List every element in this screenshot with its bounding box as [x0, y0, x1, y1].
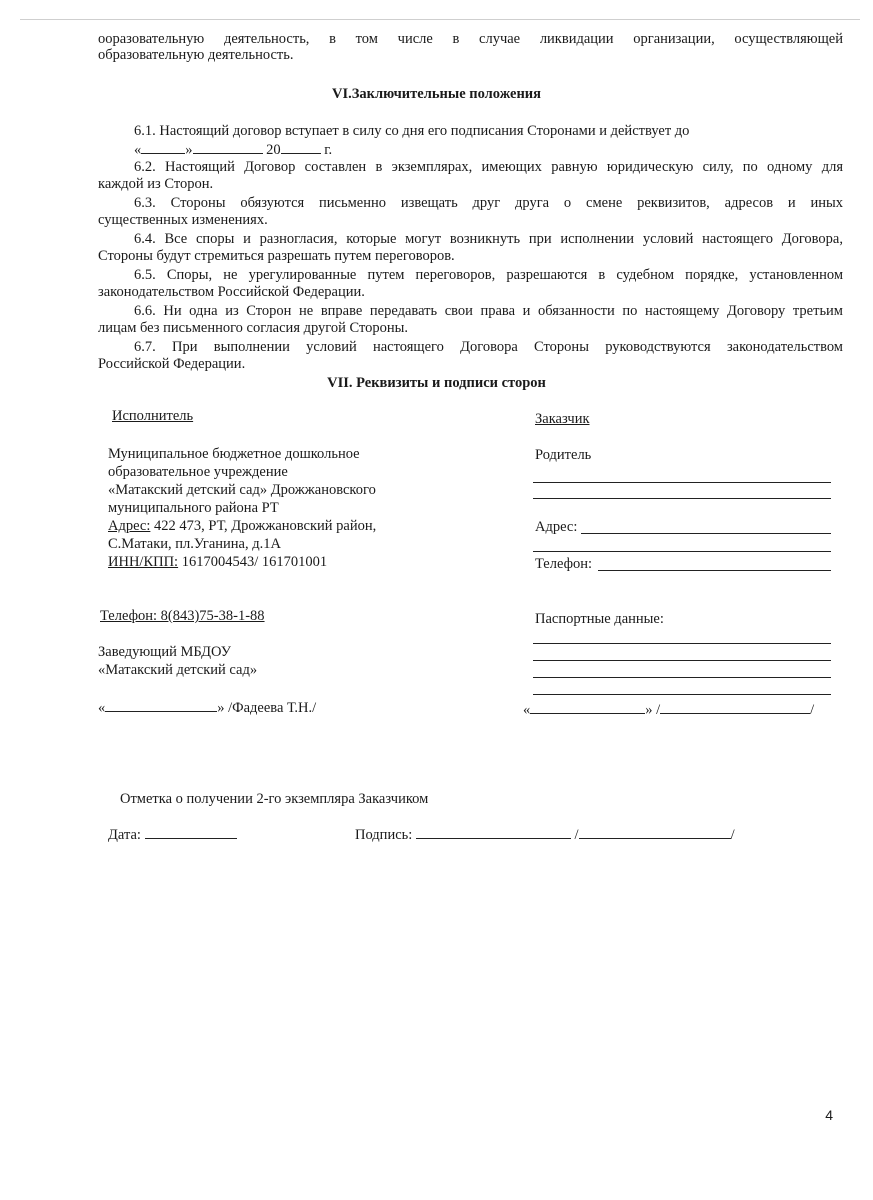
clause-6-7-line-1: 6.7. При выполнении условий настоящего Договора Стороны руководствуются законодательством: [134, 339, 843, 355]
customer-sign-date-blank: [530, 700, 645, 714]
clause-6-6-line-2: лицам без письменного согласия другой Стороны.: [98, 320, 409, 336]
clause-6-2-line-1: 6.2. Настоящий Договор составлен в экземплярах, имеющих равную юридическую силу, по одному для: [134, 159, 843, 175]
customer-address-label: Адрес:: [535, 519, 578, 535]
customer-phone-line: [598, 570, 831, 571]
customer-parent-label: Родитель: [535, 447, 592, 463]
receipt-date: [108, 825, 237, 844]
clause-6-1-text: 6.1. Настоящий договор вступает в силу со дня его подписания Сторонами и действует до: [134, 123, 690, 139]
intro-line-1: ооразовательную деятельность, в том числе в случае ликвидации организации, осуществляющей: [98, 31, 843, 47]
month-blank: [193, 140, 263, 154]
receipt-date-blank: [145, 825, 237, 839]
clause-6-7-line-2: Российской Федерации.: [98, 356, 246, 372]
date-open-quote: «: [134, 142, 142, 158]
customer-address-line-1: [581, 533, 831, 534]
customer-passport-line-1: [533, 643, 831, 644]
clause-6-4-line-2: Стороны будут стремиться разрешать путем переговоров.: [98, 248, 455, 264]
executor-head-line-1: Заведующий МБДОУ: [98, 644, 231, 660]
executor-address-value: 422 473, РТ, Дрожжановский район,: [150, 518, 377, 534]
executor-sign-name: » /Фадеева Т.Н./: [217, 700, 317, 716]
customer-sign-open: «: [523, 702, 531, 718]
section-6-title: VI.Заключительные положения: [331, 86, 542, 102]
executor-inn-value: 1617004543/ 161701001: [178, 554, 328, 570]
customer-sign-mid: » /: [645, 702, 661, 718]
customer-passport-line-4: [533, 694, 831, 695]
customer-passport-line-3: [533, 677, 831, 678]
receipt-slash-2: /: [730, 827, 735, 843]
clause-6-1-date: [134, 140, 332, 159]
clause-6-6-line-1: 6.6. Ни одна из Сторон не вправе передавать свои права и обязанности по настоящему Договору третьим: [134, 303, 843, 319]
executor-inn-label: ИНН/КПП:: [108, 554, 179, 570]
customer-sign-close: /: [810, 702, 815, 718]
customer-signature: [523, 700, 814, 719]
customer-address-line-2: [533, 551, 831, 552]
receipt-signature-blank: [416, 825, 571, 839]
receipt-signature: [355, 825, 735, 844]
receipt-note: Отметка о получении 2-го экземпляра Заказчиком: [120, 791, 429, 807]
clause-6-2-line-2: каждой из Сторон.: [98, 176, 214, 192]
year-blank: [281, 140, 321, 154]
customer-passport-line-2: [533, 660, 831, 661]
page-number: 4: [825, 1107, 833, 1123]
executor-address-line-2: С.Матаки, пл.Уганина, д.1А: [108, 536, 281, 552]
executor-address-label: Адрес:: [108, 518, 151, 534]
customer-parent-line-2: [533, 498, 831, 499]
section-7-title: VII. Реквизиты и подписи сторон: [327, 375, 546, 391]
executor-sign-blank: [105, 698, 217, 712]
executor-inn: [108, 553, 327, 571]
date-close-quote: »: [185, 142, 193, 158]
executor-sign-open: «: [98, 700, 106, 716]
clause-6-3-line-2: существенных изменениях.: [98, 212, 268, 228]
executor-org-line-4: муниципального района РТ: [108, 500, 279, 516]
customer-phone-label: Телефон:: [535, 556, 593, 572]
customer-heading: Заказчик: [535, 411, 590, 427]
executor-phone: Телефон: 8(843)75-38-1-88: [100, 608, 265, 624]
year-suffix: г.: [324, 142, 333, 158]
executor-org-line-3: «Матакский детский сад» Дрожжановского: [108, 482, 376, 498]
clause-6-3-line-1: 6.3. Стороны обязуются письменно извещать друг друга о смене реквизитов, адресов и иных: [134, 195, 843, 211]
executor-address: [108, 517, 376, 535]
year-prefix: 20: [266, 142, 281, 158]
intro-line-2: образовательную деятельность.: [98, 47, 294, 63]
customer-passport-label: Паспортные данные:: [535, 611, 664, 627]
receipt-slash-1: /: [574, 827, 579, 843]
day-blank: [141, 140, 185, 154]
clause-6-5-line-2: законодательством Российской Федерации.: [98, 284, 365, 300]
top-rule: [20, 19, 860, 20]
clause-6-4-line-1: 6.4. Все споры и разногласия, которые могут возникнуть при исполнении условий настоящего Договора,: [134, 231, 843, 247]
customer-parent-line-1: [533, 482, 831, 483]
clause-6-5-line-1: 6.5. Споры, не урегулированные путем переговоров, разрешаются в судебном порядке, установленном: [134, 267, 843, 283]
executor-signature: [98, 698, 316, 717]
receipt-name-blank: [579, 825, 731, 839]
executor-org-line-2: образовательное учреждение: [108, 464, 288, 480]
executor-org-line-1: Муниципальное бюджетное дошкольное: [108, 446, 360, 462]
executor-head-line-2: «Матакский детский сад»: [98, 662, 258, 678]
customer-sign-name-blank: [660, 700, 810, 714]
receipt-signature-label: Подпись:: [355, 827, 413, 843]
executor-heading: Исполнитель: [112, 408, 194, 424]
receipt-date-label: Дата:: [108, 827, 141, 843]
